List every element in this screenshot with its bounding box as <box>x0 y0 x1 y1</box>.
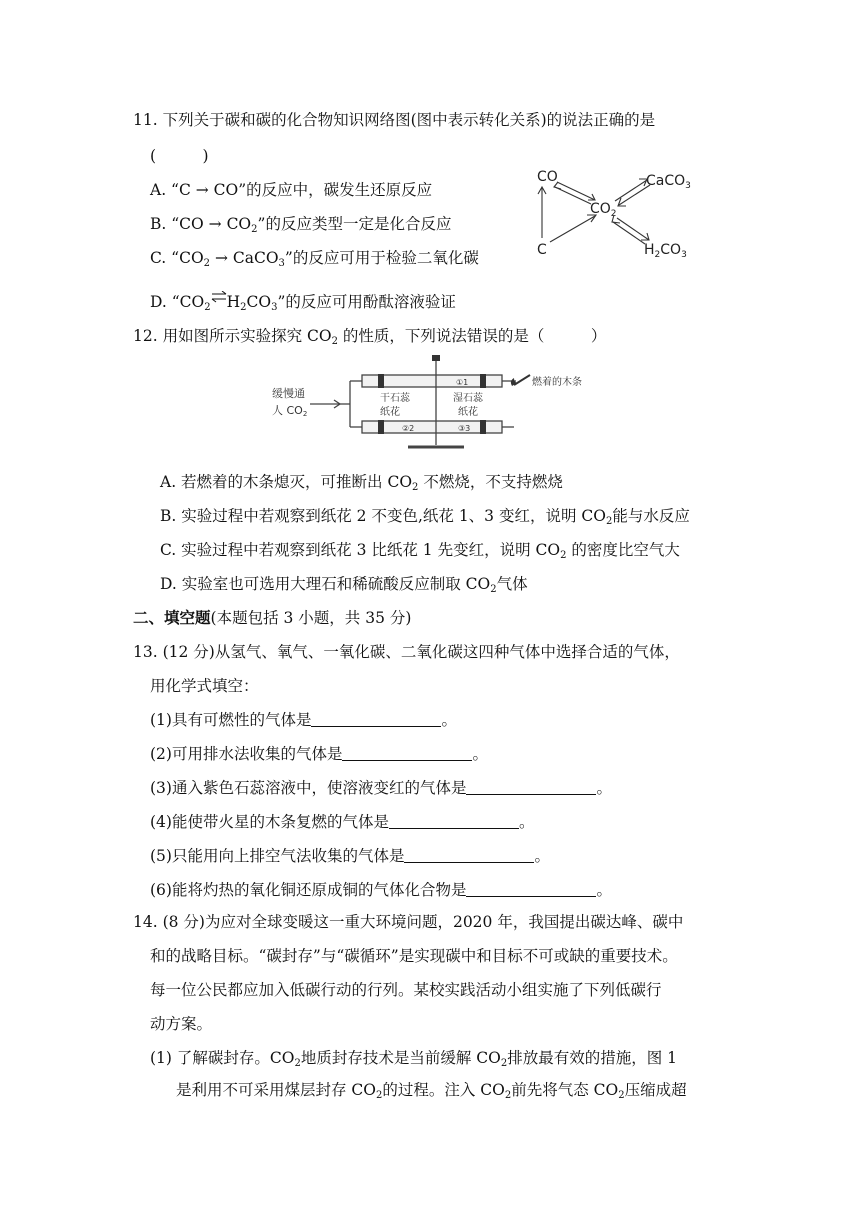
q14-line-1: 14. (8 分)为应对全球变暖这一重大环境问题，2020 年，我国提出碳达峰、碳中 <box>133 913 684 931</box>
answer-blank[interactable] <box>466 780 596 795</box>
answer-blank[interactable] <box>404 848 534 863</box>
node-co2: $CO_2$ <box>590 201 617 219</box>
q14-part1-line-1: (1) 了解碳封存。$CO_2$地质封存技术是当前缓解 $CO_2$排放最有效的措施，图 1 <box>150 1049 677 1069</box>
node-h2co3: $H_2CO_3$ <box>644 242 687 260</box>
flower-3-label: ③3 <box>458 424 471 433</box>
q14-part1-line-2: 是利用不可采用煤层封存 $CO_2$的过程。注入 $CO_2$前先将气态 $CO_2$压缩成超 <box>176 1081 687 1101</box>
q13-item-4: (4)能使带火星的木条复燃的气体是 。 <box>150 813 535 831</box>
q14-line-4: 动方案。 <box>150 1015 213 1033</box>
dry-paper-label-1: 干石蕊 <box>380 393 410 404</box>
q13-item-5: (5)只能用向上排空气法收集的气体是 。 <box>150 847 550 865</box>
q13-item-2: (2)可用排水法收集的气体是 。 <box>150 745 488 763</box>
wet-paper-label-2: 纸花 <box>458 407 478 418</box>
q12-option-a: A. 若燃着的木条熄灭，可推断出 $CO_2$ 不燃烧，不支持燃烧 <box>160 473 563 493</box>
q11-option-c: C. “$CO_2$ → CaCO$_3$”的反应可用于检验二氧化碳 <box>150 249 479 269</box>
q11-option-d: D. “$CO_2$ $H_2CO_3$”的反应可用酚酞溶液验证 <box>150 292 456 312</box>
section-heading: 二、填空题(本题包括 3 小题，共 35 分) <box>133 608 412 627</box>
node-co: CO <box>537 169 558 185</box>
flower-1-label: ①1 <box>456 378 469 387</box>
q11-answer-paren: ( ) <box>150 147 209 165</box>
reversible-arrow-icon <box>211 288 227 308</box>
q12-option-d: D. 实验室也可选用大理石和稀硫酸反应制取 $CO_2$气体 <box>160 575 528 595</box>
node-caco3: CaCO$_3$ <box>646 173 691 191</box>
node-c: C <box>537 242 547 258</box>
q12-stem: 12. 用如图所示实验探究 $CO_2$ 的性质，下列说法错误的是（ ） <box>133 327 607 347</box>
flower-2-label: ②2 <box>402 424 415 433</box>
answer-blank[interactable] <box>466 882 596 897</box>
answer-blank[interactable] <box>389 814 519 829</box>
dry-paper-label-2: 纸花 <box>380 407 400 418</box>
q14-line-3: 每一位公民都应加入低碳行动的行列。某校实践活动小组实施了下列低碳行 <box>150 981 662 999</box>
q13-item-3: (3)通入紫色石蕊溶液中，使溶液变红的气体是 。 <box>150 779 612 797</box>
q13-item-1: (1)具有可燃性的气体是 。 <box>150 711 457 729</box>
wet-paper-label-1: 湿石蕊 <box>453 393 483 404</box>
burning-stick-icon <box>511 375 530 386</box>
q12-option-b: B. 实验过程中若观察到纸花 2 不变色,纸花 1、3 变红，说明 $CO_2$能与水反应 <box>160 507 690 527</box>
q11-stem: 11. 下列关于碳和碳的化合物知识网络图(图中表示转化关系)的说法正确的是 <box>133 111 656 129</box>
inlet-label-1: 缓慢通 <box>272 387 305 400</box>
q13-stem-1: 13. (12 分)从氢气、氧气、一氧化碳、二氧化碳这四种气体中选择合适的气体， <box>133 643 680 661</box>
q13-stem-2: 用化学式填空： <box>150 677 259 695</box>
burning-stick-label: 燃着的木条 <box>532 377 582 388</box>
q11-option-b: B. “CO → $CO_2$”的反应类型一定是化合反应 <box>150 215 452 235</box>
q11-option-a: A. “C → CO”的反应中，碳发生还原反应 <box>150 181 433 199</box>
inlet-label-2: 人 CO2 <box>272 404 308 418</box>
answer-blank[interactable] <box>311 712 441 727</box>
answer-blank[interactable] <box>342 746 472 761</box>
q12-option-c: C. 实验过程中若观察到纸花 3 比纸花 1 先变红，说明 $CO_2$ 的密度比空气大 <box>160 541 680 561</box>
q14-line-2: 和的战略目标。“碳封存”与“碳循环”是实现碳中和目标不可或缺的重要技术。 <box>150 947 678 965</box>
carbon-network-diagram <box>525 160 705 265</box>
co2-apparatus-diagram <box>268 355 588 457</box>
q13-item-6: (6)能将灼热的氧化铜还原成铜的气体化合物是 。 <box>150 881 612 899</box>
